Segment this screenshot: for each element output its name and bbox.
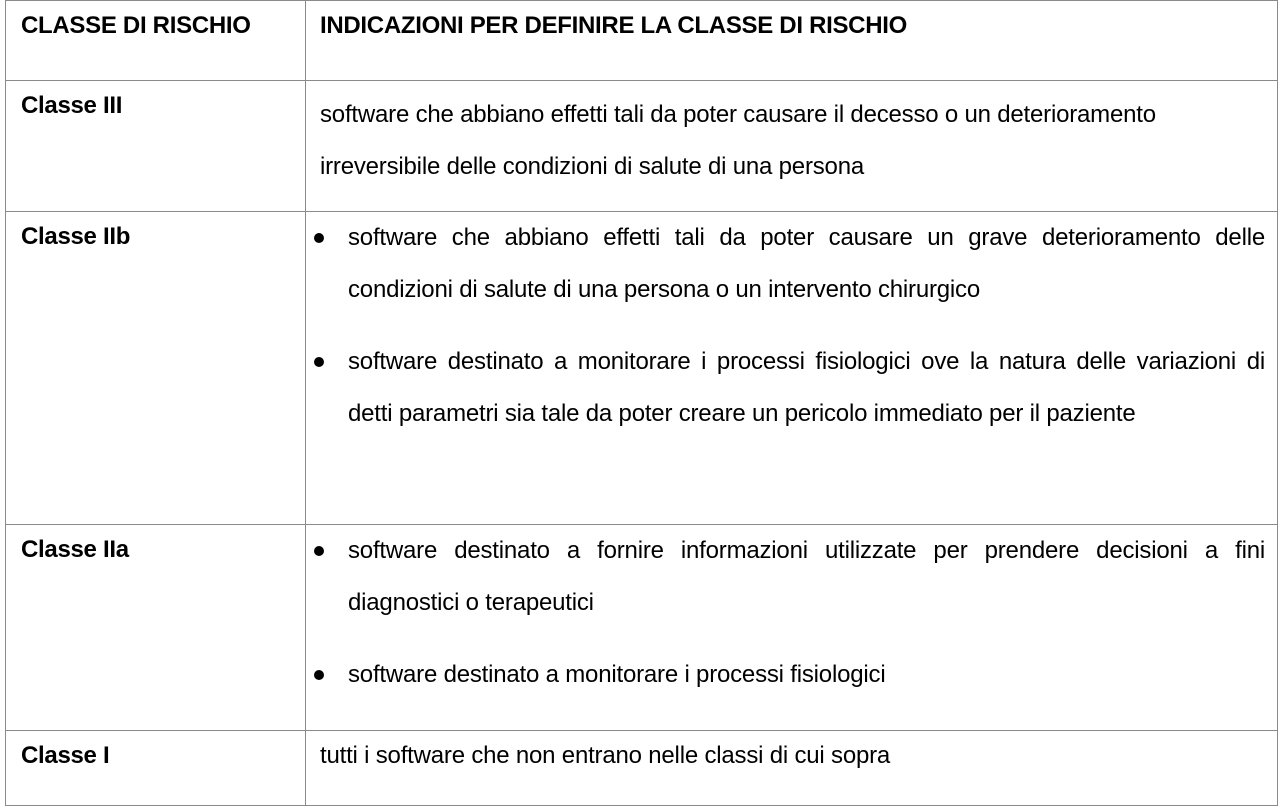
- table-header-row: [6, 1, 1278, 81]
- risk-class-table: [5, 0, 1278, 806]
- table-row: [6, 525, 1278, 731]
- bullet-list: [306, 525, 1277, 701]
- class-label: Classe IIb: [21, 223, 131, 250]
- description-cell: [306, 525, 1278, 731]
- bullet-list: [306, 212, 1277, 440]
- table-row: [6, 212, 1278, 525]
- class-label: Classe IIa: [21, 536, 129, 563]
- bullet-text: software destinato a monitorare i processi fisiologici: [348, 661, 886, 688]
- class-cell: [6, 81, 306, 212]
- header-class-label: CLASSE DI RISCHIO: [21, 12, 251, 39]
- description-text: tutti i software che non entrano nelle classi di cui sopra: [320, 742, 891, 769]
- header-cell-description: [306, 1, 1278, 81]
- table-row: [6, 81, 1278, 212]
- list-item: [306, 525, 1277, 629]
- header-description-label: INDICAZIONI PER DEFINIRE LA CLASSE DI RISCHIO: [320, 12, 907, 39]
- bullet-icon: [314, 670, 324, 680]
- description-cell: [306, 81, 1278, 212]
- class-cell: [6, 212, 306, 525]
- class-label: Classe III: [21, 92, 123, 119]
- list-item: [306, 336, 1277, 440]
- description-cell: [306, 731, 1278, 806]
- list-item: [306, 212, 1277, 316]
- bullet-icon: [314, 233, 324, 243]
- description-cell: [306, 212, 1278, 525]
- class-cell: [6, 731, 306, 806]
- description-text: software che abbiano effetti tali da poter causare il decesso o un deterioramento irreversibile delle condizioni di salute di una persona: [320, 101, 1156, 180]
- bullet-icon: [314, 357, 324, 367]
- table-row: [6, 731, 1278, 806]
- class-cell: [6, 525, 306, 731]
- header-cell-class: [6, 1, 306, 81]
- list-item: [306, 649, 1277, 701]
- bullet-text: software che abbiano effetti tali da poter causare un grave deterioramento delle condizioni di salute di una persona o un intervento chirurgico: [348, 224, 1265, 303]
- bullet-text: software destinato a monitorare i processi fisiologici ove la natura delle variazioni di detti parametri sia tale da poter creare un pericolo immediato per il paziente: [348, 348, 1265, 427]
- bullet-icon: [314, 546, 324, 556]
- class-label: Classe I: [21, 742, 110, 769]
- bullet-text: software destinato a fornire informazioni utilizzate per prendere decisioni a fini diagnostici o terapeutici: [348, 537, 1265, 616]
